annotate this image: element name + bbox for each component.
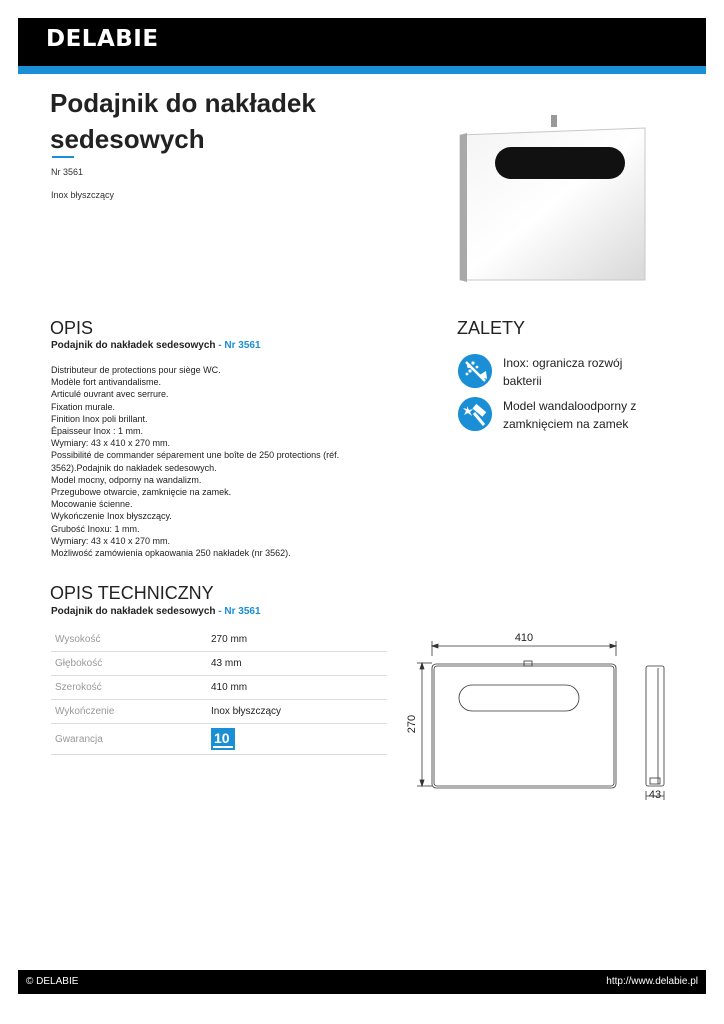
spec-label: Wykończenie: [51, 700, 207, 724]
tech-subtitle-nr: Nr 3561: [224, 606, 261, 617]
product-finish: Inox błyszczący: [51, 190, 115, 200]
title-underline: [52, 156, 74, 158]
depth-dimension-label: 43: [648, 789, 662, 801]
advantage-text: Model wandaloodporny z zamknięciem na zamek: [503, 399, 637, 431]
desc-line: Wymiary: 43 x 410 x 270 mm.: [51, 535, 170, 546]
width-dimension-label: 410: [514, 632, 534, 644]
tech-subtitle-name: Podajnik do nakładek sedesowych: [51, 606, 216, 617]
spec-value: 270 mm: [207, 628, 387, 652]
spec-label: Wysokość: [51, 628, 207, 652]
footer-website-link[interactable]: http://www.delabie.pl: [606, 976, 698, 987]
spec-value: Inox błyszczący: [207, 700, 387, 724]
spec-value: 43 mm: [207, 652, 387, 676]
title-line-2: sedesowych: [50, 124, 205, 154]
desc-line: Mocowanie ścienne.: [51, 499, 133, 510]
opis-subtitle-name: Podajnik do nakładek sedesowych: [51, 340, 216, 351]
desc-line: Model mocny, odporny na wandalizm.: [51, 474, 202, 485]
table-row: [51, 700, 387, 724]
title-line-1: Podajnik do nakładek: [50, 88, 316, 118]
desc-line: Przegubowe otwarcie, zamknięcie na zamek.: [51, 487, 232, 498]
desc-line: Articulé ouvrant avec serrure.: [51, 389, 169, 400]
zalety-heading: ZALETY: [457, 318, 526, 338]
desc-line: Fixation murale.: [51, 401, 116, 412]
desc-line: Wymiary: 43 x 410 x 270 mm.: [51, 438, 170, 449]
table-row: [51, 676, 387, 700]
desc-line: 3562).Podajnik do nakładek sedesowych.: [51, 462, 217, 473]
tech-spec-table: [51, 628, 387, 755]
desc-line: Modèle fort antivandalisme.: [51, 377, 162, 388]
desc-line: Grubość Inoxu: 1 mm.: [51, 523, 140, 534]
opis-subtitle-nr: Nr 3561: [224, 340, 261, 351]
brand-logo[interactable]: DELABIE: [46, 26, 159, 52]
footer-copyright: © DELABIE: [26, 976, 79, 987]
opis-subtitle-sep: -: [215, 340, 225, 351]
spec-value: [207, 724, 387, 755]
accent-bar: [18, 66, 706, 74]
opis-heading: OPIS: [50, 318, 94, 338]
product-image: [455, 95, 655, 295]
spec-label: Gwarancja: [51, 724, 207, 755]
spec-value: 410 mm: [207, 676, 387, 700]
warranty-years: 10: [214, 730, 230, 746]
desc-line: Possibilité de commander séparement une boîte de 250 protections (réf.: [51, 450, 340, 461]
tech-heading: OPIS TECHNICZNY: [50, 583, 214, 603]
opis-subtitle: [51, 340, 261, 351]
footer-bar: [18, 970, 706, 994]
antibacterial-icon: [458, 354, 492, 388]
table-row: [51, 724, 387, 755]
page-title: [50, 85, 390, 157]
header-bar: [18, 18, 706, 66]
table-row: [51, 652, 387, 676]
desc-line: Możliwość zamówienia opkaowania 250 nakładek (nr 3562).: [51, 548, 291, 559]
product-reference: Nr 3561: [51, 167, 84, 177]
spec-label: Szerokość: [51, 676, 207, 700]
height-dimension-label: 270: [406, 714, 418, 734]
spec-label: Głębokość: [51, 652, 207, 676]
desc-line: Finition Inox poli brillant.: [51, 413, 148, 424]
advantage-text: Inox: ogranicza rozwój bakterii: [503, 356, 623, 388]
tech-subtitle: [51, 606, 261, 617]
opis-description: [51, 364, 381, 559]
desc-line: Distributeur de protections pour siège WC.: [51, 365, 221, 375]
desc-line: Wykończenie Inox błyszczący.: [51, 511, 172, 522]
desc-line: Épaisseur Inox : 1 mm.: [51, 426, 144, 437]
warranty-badge: [211, 728, 235, 750]
anti-vandal-hammer-icon: [458, 397, 492, 431]
table-row: [51, 628, 387, 652]
dimension-drawing: [400, 628, 680, 803]
tech-subtitle-sep: -: [215, 606, 225, 617]
